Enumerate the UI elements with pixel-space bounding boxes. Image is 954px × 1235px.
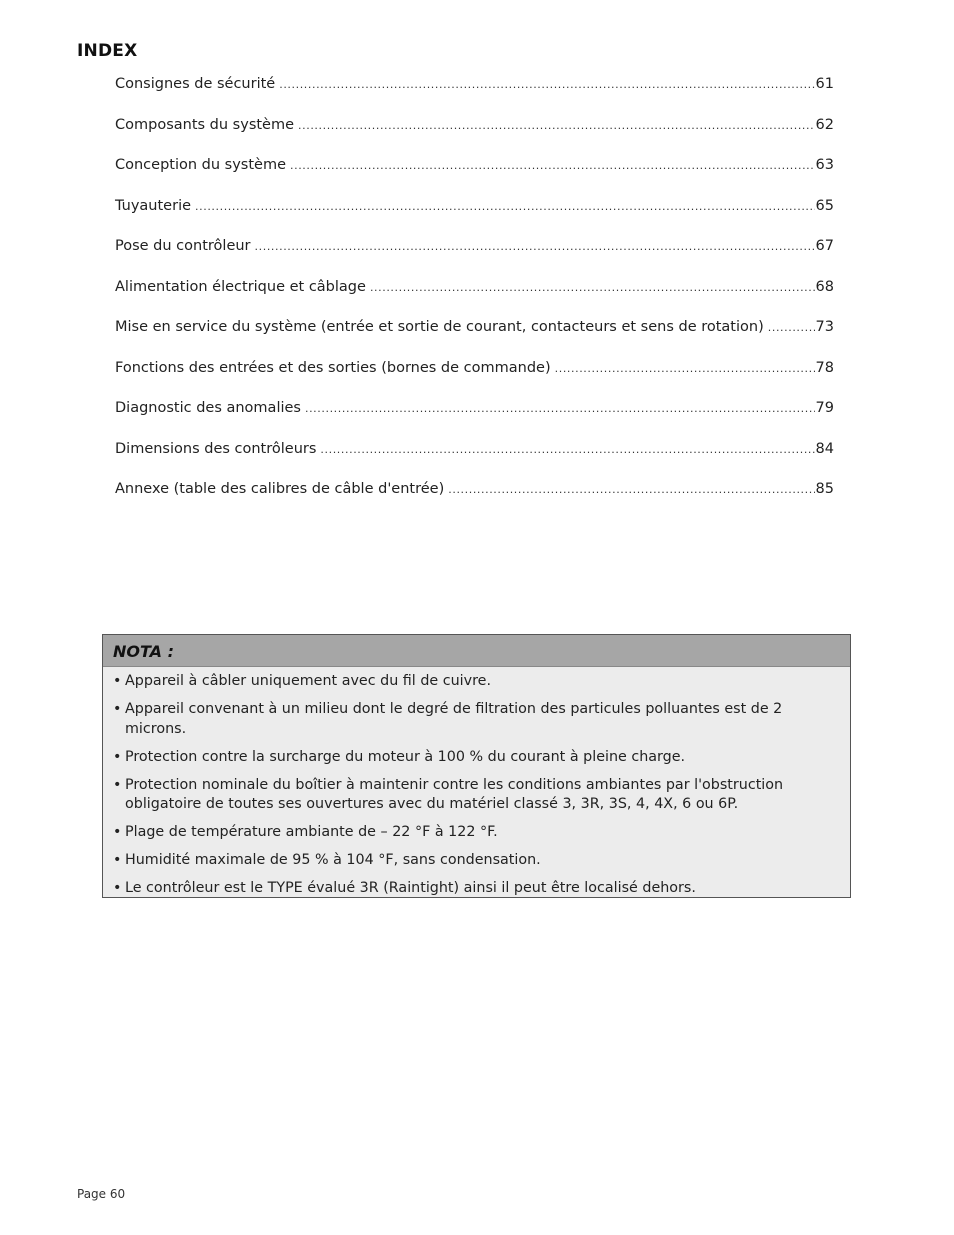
toc-entry-title: Pose du contrôleur	[115, 238, 251, 254]
nota-item-text: Protection nominale du boîtier à maintenir contre les conditions ambiantes par l'obstruction obligatoire de toutes ses ouvertures avec du matériel classé 3, 3R, 3S, 4, 4X, 6 ou 6P.	[125, 776, 784, 812]
nota-list	[103, 667, 850, 899]
toc-entry-mise-en-service[interactable]	[115, 319, 834, 360]
toc-entry-tuyauterie[interactable]	[115, 198, 834, 239]
bullet-icon: •	[113, 701, 122, 717]
bullet-icon: •	[113, 824, 122, 840]
toc-entry-page: 62	[815, 116, 834, 133]
toc-entry-title: Dimensions des contrôleurs	[115, 440, 317, 457]
nota-item-text: Humidité maximale de 95 % à 104 °F, sans condensation.	[125, 852, 541, 868]
toc-dot-leader	[195, 200, 815, 213]
nota-item-text: Protection contre la surcharge du moteur à 100 % du courant à pleine charge.	[125, 748, 686, 765]
toc-entry-annexe[interactable]	[115, 481, 834, 522]
toc-entry-alimentation[interactable]	[115, 279, 834, 320]
toc-entry-title: Annexe (table des calibres de câble d'entrée)	[115, 481, 445, 497]
nota-item-text: Plage de température ambiante de – 22 °F à 122 °F.	[125, 824, 498, 840]
toc-dot-leader	[555, 362, 815, 375]
nota-item-text: Appareil convenant à un milieu dont le degré de filtration des particules polluantes est de 2 microns.	[125, 701, 783, 737]
toc-entry-title: Alimentation électrique et câblage	[115, 278, 366, 295]
toc-entry-diagnostic[interactable]	[115, 400, 834, 441]
nota-item	[113, 748, 840, 768]
toc-entry-title: Mise en service du système (entrée et sortie de courant, contacteurs et sens de rotation)	[115, 319, 764, 335]
toc-entry-page: 73	[815, 319, 834, 335]
bullet-icon: •	[113, 880, 122, 896]
nota-item	[113, 823, 840, 843]
nota-item	[113, 776, 840, 815]
index-heading: INDEX	[77, 41, 138, 61]
toc-entry-title: Consignes de sécurité	[115, 76, 276, 92]
toc-entry-conception[interactable]	[115, 157, 834, 198]
toc-entry-title: Tuyauterie	[115, 197, 192, 214]
nota-item-text: Appareil à câbler uniquement avec du fil de cuivre.	[125, 673, 491, 689]
toc-dot-leader	[298, 119, 815, 132]
toc-entry-dimensions[interactable]	[115, 441, 834, 482]
toc-entry-title: Diagnostic des anomalies	[115, 400, 301, 416]
table-of-contents	[115, 76, 834, 522]
toc-entry-title: Fonctions des entrées et des sorties (bornes de commande)	[115, 359, 551, 376]
toc-entry-page: 79	[815, 400, 834, 416]
toc-entry-page: 61	[815, 76, 834, 92]
toc-entry-pose[interactable]	[115, 238, 834, 279]
nota-item	[113, 851, 840, 871]
toc-dot-leader	[370, 281, 815, 294]
toc-entry-page: 84	[815, 440, 834, 457]
bullet-icon: •	[113, 852, 122, 868]
bullet-icon: •	[113, 748, 122, 765]
toc-dot-leader	[320, 443, 814, 456]
nota-item-text: Le contrôleur est le TYPE évalué 3R (Raintight) ainsi il peut être localisé dehors.	[125, 880, 696, 896]
nota-box	[102, 634, 851, 898]
toc-dot-leader	[305, 402, 815, 415]
nota-item	[113, 700, 840, 739]
toc-entry-page: 65	[815, 197, 834, 214]
toc-entry-page: 85	[815, 481, 834, 497]
toc-entry-fonctions[interactable]	[115, 360, 834, 401]
toc-dot-leader	[279, 78, 814, 91]
toc-entry-page: 78	[815, 359, 834, 376]
toc-entry-title: Composants du système	[115, 116, 295, 133]
nota-item	[113, 879, 840, 899]
toc-dot-leader	[448, 483, 814, 496]
page-number: Page 60	[77, 1187, 126, 1201]
toc-entry-composants[interactable]	[115, 117, 834, 158]
toc-entry-page: 67	[815, 238, 834, 254]
toc-entry-consignes[interactable]	[115, 76, 834, 117]
toc-dot-leader	[290, 159, 815, 172]
bullet-icon: •	[113, 673, 122, 689]
nota-item	[113, 672, 840, 692]
toc-dot-leader	[768, 321, 815, 334]
toc-entry-title: Conception du système	[115, 157, 287, 173]
toc-entry-page: 63	[815, 157, 834, 173]
nota-title: NOTA :	[103, 635, 850, 667]
toc-dot-leader	[255, 240, 815, 253]
toc-entry-page: 68	[815, 278, 834, 295]
bullet-icon: •	[113, 776, 122, 793]
